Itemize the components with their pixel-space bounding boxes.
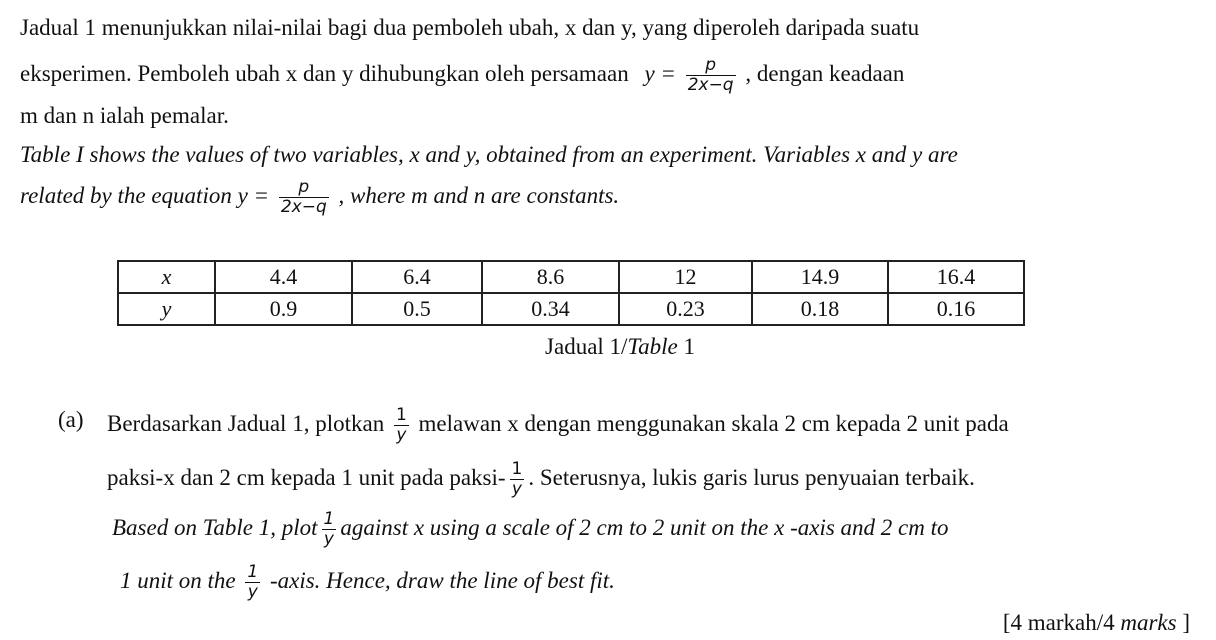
intro-en-line-2 (20, 178, 619, 217)
table-cell: 0.16 (888, 293, 1024, 325)
intro-ms-line-2 (20, 56, 904, 95)
intro-en-line-2-end: , where m and n are constants. (338, 182, 620, 208)
fraction-denominator: y (510, 479, 525, 499)
question-label: (a) (58, 407, 84, 432)
data-table (117, 260, 1025, 326)
table-cell: 12 (619, 261, 752, 293)
fraction-denominator: y (322, 529, 337, 549)
question-ms-1a: Berdasarkan Jadual 1, plotkan (107, 410, 385, 436)
caption-ms: Jadual 1/ (545, 334, 628, 359)
intro-ms-line-2-text: eksperimen. Pemboleh ubah x dan y dihubungkan oleh persamaan (20, 60, 629, 86)
table-cell: 6.4 (352, 261, 482, 293)
equation-fraction (686, 56, 736, 95)
fraction-1-over-y (322, 510, 337, 549)
equation-denominator: 2x−q (687, 75, 734, 95)
marks-label (1003, 609, 1190, 637)
fraction-denominator: y (245, 582, 260, 602)
table-header-x: x (118, 261, 215, 293)
intro-ms-line-3: m dan n ialah pemalar. (20, 103, 229, 128)
question-ms-line-1 (107, 406, 1009, 445)
table-cell: 0.18 (752, 293, 888, 325)
table-cell: 0.34 (482, 293, 619, 325)
table-caption (0, 334, 1216, 360)
caption-number: 1 (677, 334, 695, 359)
table-row-y (118, 293, 1024, 325)
question-en-1b: against x using a scale of 2 cm to 2 unit on the x -axis and 2 cm to (340, 514, 949, 540)
question-en-line-1 (112, 510, 949, 549)
caption-en: Table (627, 334, 678, 359)
fraction-numerator: 1 (247, 562, 259, 582)
equation-lhs-en: y = (237, 182, 270, 208)
table-header-y: y (118, 293, 215, 325)
fraction-numerator: 1 (395, 405, 407, 425)
table-cell: 8.6 (482, 261, 619, 293)
question-ms-1b: melawan x dengan menggunakan skala 2 cm kepada 2 unit pada (418, 410, 1009, 436)
question-ms-2a: paksi-x dan 2 cm kepada 1 unit pada paksi- (107, 464, 506, 490)
question-en-1a: Based on Table 1, plot (112, 514, 318, 540)
intro-ms-line-1: Jadual 1 menunjukkan nilai-nilai bagi dua pemboleh ubah, x dan y, yang diperoleh daripada suatu (20, 15, 920, 40)
table-cell: 14.9 (752, 261, 888, 293)
table-cell: 16.4 (888, 261, 1024, 293)
question-ms-2b: . Seterusnya, lukis garis lurus penyuaian terbaik. (528, 464, 975, 490)
equation-lhs: y = (644, 60, 676, 86)
table-cell: 4.4 (215, 261, 352, 293)
intro-ms-line-2-end: , dengan keadaan (745, 60, 905, 86)
fraction-1-over-y (394, 406, 409, 445)
table-cell: 0.23 (619, 293, 752, 325)
equation-numerator-en: p (298, 177, 310, 197)
question-en-2a: 1 unit on the (120, 567, 236, 593)
question-en-line-2 (120, 563, 615, 602)
equation-denominator-en: 2x−q (280, 197, 327, 217)
table-cell: 0.5 (352, 293, 482, 325)
fraction-numerator: 1 (323, 509, 335, 529)
fraction-numerator: 1 (511, 459, 523, 479)
intro-en-line-1: Table I shows the values of two variables, x and y, obtained from an experiment. Variables x and y are (20, 142, 958, 167)
marks-close: ] (1176, 610, 1190, 635)
table-cell: 0.9 (215, 293, 352, 325)
marks-ms: [4 markah/4 (1002, 610, 1121, 635)
table-row-x (118, 261, 1024, 293)
question-en-2b: -axis. Hence, draw the line of best fit. (269, 567, 615, 593)
marks-en: marks (1120, 610, 1177, 635)
equation-fraction-en (279, 178, 329, 217)
fraction-1-over-y (245, 563, 260, 602)
fraction-denominator: y (394, 425, 409, 445)
fraction-1-over-y (510, 460, 525, 499)
question-ms-line-2 (107, 460, 975, 499)
equation-numerator: p (705, 55, 717, 75)
intro-en-line-2-text: related by the equation (20, 182, 232, 208)
